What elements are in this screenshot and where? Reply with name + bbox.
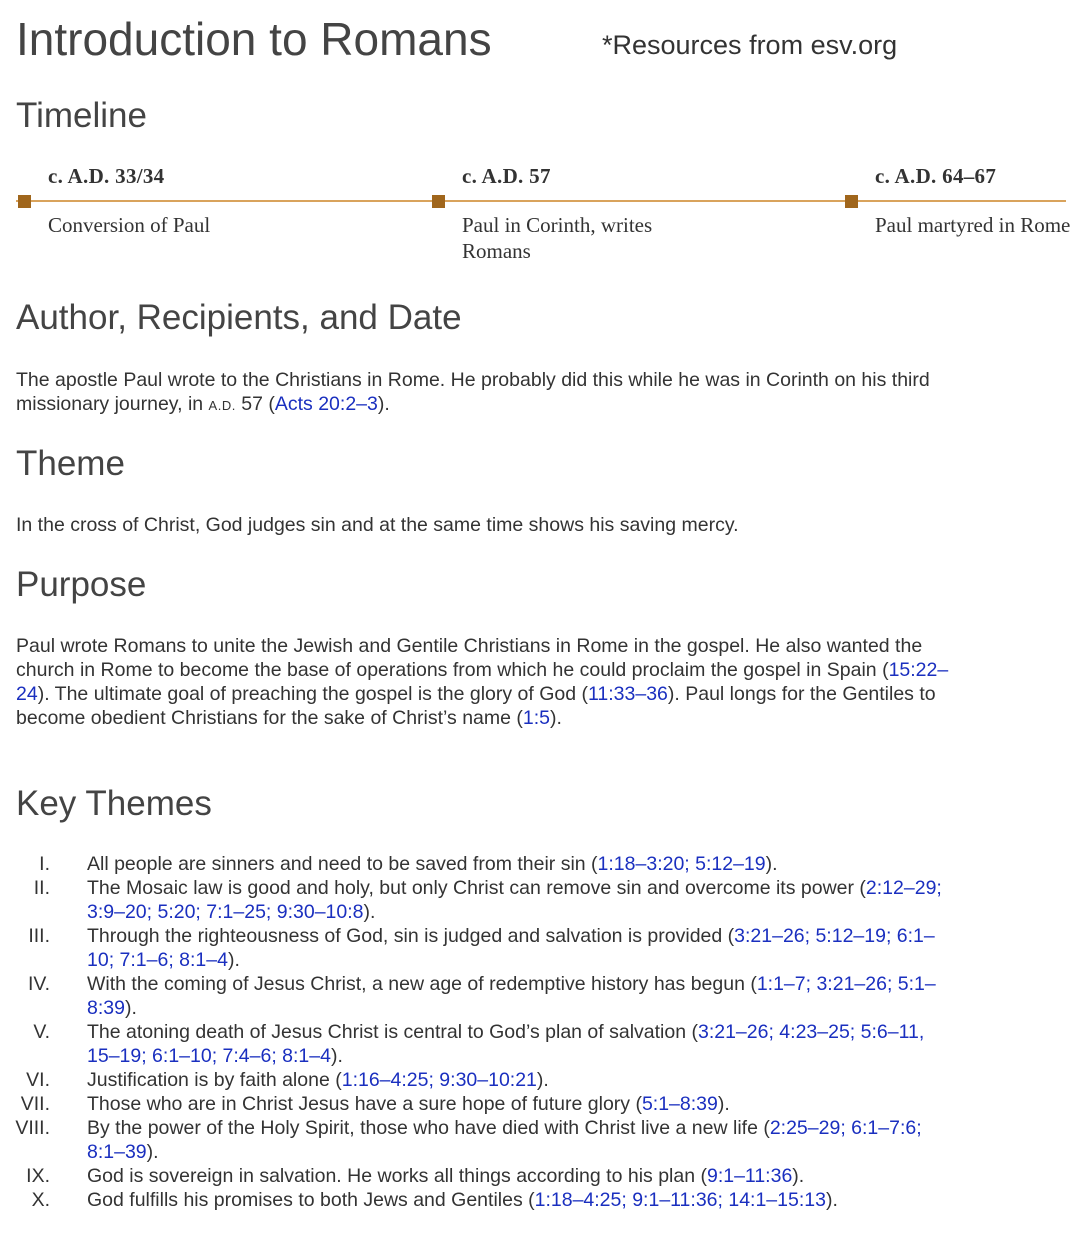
- list-item-end: ).: [330, 1045, 343, 1067]
- author-text: ).: [377, 393, 390, 415]
- timeline-description: Paul in Corinth, writes Romans: [462, 213, 653, 263]
- author-text: 57 (: [235, 393, 275, 415]
- list-number: IV.: [27, 973, 50, 995]
- theme-heading: Theme: [16, 444, 125, 483]
- scripture-link[interactable]: 3:21–26; 5:12–19; 6:1–10; 7:1–6; 8:1–4: [87, 925, 935, 971]
- scripture-link[interactable]: Acts 20:2–3: [274, 393, 378, 415]
- list-item-text: Through the righteousness of God, sin is judged and salvation is provided (: [87, 925, 735, 947]
- list-item-end: ).: [765, 853, 778, 875]
- list-item-text: By the power of the Holy Spirit, those who have died with Christ live a new life (: [87, 1117, 770, 1139]
- list-item: [0, 1020, 957, 1068]
- purpose-heading: Purpose: [16, 565, 147, 604]
- list-item-text: Justification is by faith alone (: [87, 1069, 342, 1091]
- list-number: II.: [33, 877, 50, 899]
- list-item: [0, 1116, 957, 1164]
- scripture-link[interactable]: 1:1–7; 3:21–26; 5:1–8:39: [87, 973, 936, 1019]
- page-title: Introduction to Romans: [16, 13, 492, 65]
- list-item-end: ).: [536, 1069, 549, 1091]
- resources-note: *Resources from esv.org: [602, 30, 898, 60]
- list-item: [0, 876, 957, 924]
- scripture-link[interactable]: 9:1–11:36: [706, 1165, 793, 1187]
- timeline-description: Paul martyred in Rome: [875, 213, 1071, 237]
- list-number: VII.: [20, 1093, 50, 1115]
- scripture-link[interactable]: 1:18–4:25; 9:1–11:36; 14:1–15:13: [534, 1189, 826, 1211]
- list-item-end: ).: [227, 949, 240, 971]
- scripture-link[interactable]: 1:18–3:20; 5:12–19: [597, 853, 766, 875]
- timeline: [16, 160, 1071, 270]
- timeline-marker: [845, 195, 858, 208]
- list-item-text: With the coming of Jesus Christ, a new age of redemptive history has begun (: [87, 973, 757, 995]
- list-number: X.: [31, 1189, 50, 1211]
- purpose-paragraph: [16, 634, 956, 730]
- list-item-end: ).: [792, 1165, 805, 1187]
- list-number: III.: [28, 925, 50, 947]
- list-item: [0, 1164, 957, 1188]
- author-text: The apostle Paul wrote to the Christians in Rome. He probably did this while he was in Corinth on his third missionary journey, in: [16, 369, 930, 415]
- timeline-marker: [18, 195, 31, 208]
- era-label: A.D.: [208, 398, 236, 413]
- list-item-text: The atoning death of Jesus Christ is central to God’s plan of salvation (: [87, 1021, 698, 1043]
- list-number: VIII.: [15, 1117, 50, 1139]
- title-row: [16, 12, 1066, 72]
- list-number: V.: [33, 1021, 50, 1043]
- timeline-heading: Timeline: [16, 96, 147, 135]
- timeline-date: c. A.D. 33/34: [48, 164, 165, 188]
- list-item-end: ).: [124, 997, 137, 1019]
- scripture-link[interactable]: 5:1–8:39: [641, 1093, 718, 1115]
- key-themes-heading: Key Themes: [16, 784, 212, 823]
- timeline-line: [16, 200, 1066, 202]
- list-number: VI.: [26, 1069, 50, 1091]
- list-item: [0, 1068, 957, 1092]
- theme-paragraph: In the cross of Christ, God judges sin and at the same time shows his saving mercy.: [16, 514, 739, 536]
- list-item: [0, 972, 957, 1020]
- timeline-marker: [432, 195, 445, 208]
- purpose-text: ). The ultimate goal of preaching the gospel is the glory of God (: [37, 683, 588, 705]
- scripture-link[interactable]: 1:16–4:25; 9:30–10:21: [341, 1069, 537, 1091]
- purpose-text: ). Paul longs for the Gentiles to become obedient Christians for the sake of Christ’s name (: [16, 683, 936, 729]
- scripture-link[interactable]: 2:12–29; 3:9–20; 5:20; 7:1–25; 9:30–10:8: [87, 877, 942, 923]
- list-item: [0, 1188, 957, 1212]
- scripture-link[interactable]: 3:21–26; 4:23–25; 5:6–11, 15–19; 6:1–10; 7:4–6; 8:1–4: [87, 1021, 925, 1067]
- scripture-link[interactable]: 2:25–29; 6:1–7:6; 8:1–39: [87, 1117, 922, 1163]
- list-item: [0, 924, 957, 972]
- list-item-end: ).: [146, 1141, 159, 1163]
- purpose-text: Paul wrote Romans to unite the Jewish and Gentile Christians in Rome in the gospel. He also wanted the church in Rome to become the base of operations from which he could proclaim the gospel in Spain (: [16, 635, 923, 681]
- list-item-text: God fulfills his promises to both Jews and Gentiles (: [87, 1189, 535, 1211]
- list-item: [0, 1092, 957, 1116]
- scripture-link[interactable]: 15:22–24: [16, 659, 949, 705]
- purpose-text: ).: [550, 707, 562, 729]
- key-themes-list: [0, 852, 1000, 1212]
- timeline-date: c. A.D. 57: [462, 164, 551, 188]
- timeline-description: Conversion of Paul: [48, 213, 211, 237]
- timeline-date: c. A.D. 64–67: [875, 164, 997, 188]
- list-number: IX.: [26, 1165, 50, 1187]
- list-item-text: The Mosaic law is good and holy, but only Christ can remove sin and overcome its power (: [87, 877, 866, 899]
- list-item-end: ).: [717, 1093, 730, 1115]
- list-number: I.: [39, 853, 50, 875]
- scripture-link[interactable]: 11:33–36: [588, 683, 668, 705]
- list-item-text: God is sovereign in salvation. He works all things according to his plan (: [87, 1165, 707, 1187]
- list-item-text: All people are sinners and need to be saved from their sin (: [87, 853, 598, 875]
- scripture-link[interactable]: 1:5: [522, 707, 550, 729]
- list-item-end: ).: [363, 901, 376, 923]
- list-item-end: ).: [825, 1189, 838, 1211]
- list-item-text: Those who are in Christ Jesus have a sure hope of future glory (: [87, 1093, 642, 1115]
- author-heading: Author, Recipients, and Date: [16, 298, 462, 337]
- author-paragraph: [16, 368, 956, 418]
- list-item: [0, 852, 957, 876]
